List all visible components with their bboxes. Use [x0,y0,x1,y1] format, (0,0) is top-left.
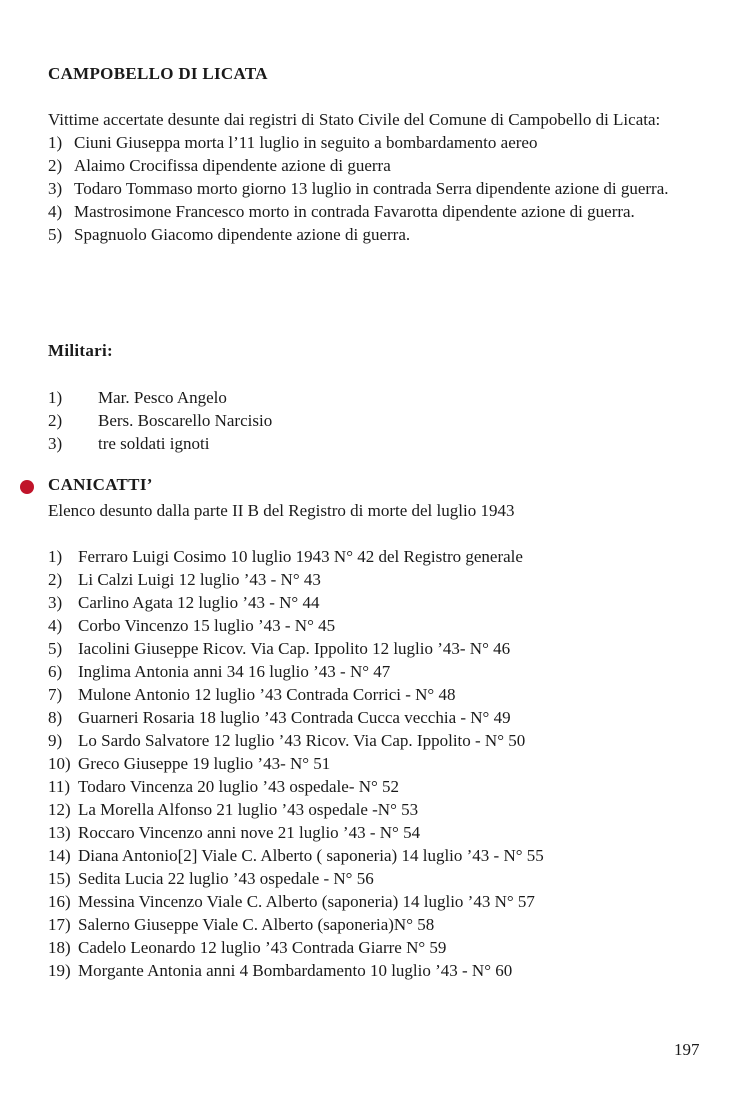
list-item: 1) Mar. Pesco Angelo [48,388,227,407]
list-item: 4) Corbo Vincenzo 15 luglio ’43 - N° 45 [48,616,336,635]
campobello-victims-list [48,131,704,246]
list-item: 15) Sedita Lucia 22 luglio ’43 ospedale - N° 56 [48,869,374,888]
list-item: 12) La Morella Alfonso 21 luglio ’43 ospedale -N° 53 [48,800,419,819]
list-item: 7) Mulone Antonio 12 luglio ’43 Contrada Corrici - N° 48 [48,685,456,704]
section-title-canicatti: CANICATTI’ [48,475,153,494]
list-item: 4) Mastrosimone Francesco morto in contrada Favarotta dipendente azione di guerra. [48,202,635,221]
list-item: 16) Messina Vincenzo Viale C. Alberto (saponeria) 14 luglio ’43 N° 57 [48,892,535,911]
list-item: 10) Greco Giuseppe 19 luglio ’43- N° 51 [48,754,331,773]
list-item: 5) Iacolini Giuseppe Ricov. Via Cap. Ippolito 12 luglio ’43- N° 46 [48,639,511,658]
list-item: 17) Salerno Giuseppe Viale C. Alberto (saponeria)N° 58 [48,915,435,934]
list-item: 9) Lo Sardo Salvatore 12 luglio ’43 Ricov. Via Cap. Ippolito - N° 50 [48,731,526,750]
list-item: 3) tre soldati ignoti [48,434,210,453]
list-item: 18) Cadelo Leonardo 12 luglio ’43 Contrada Giarre N° 59 [48,938,447,957]
section-title-campobello: CAMPOBELLO DI LICATA [48,64,268,83]
page-number: 197 [674,1040,700,1059]
list-item: 3) Todaro Tommaso morto giorno 13 luglio in contrada Serra dipendente azione di guerra. [48,179,669,198]
list-item: 1) Ciuni Giuseppa morta l’11 luglio in seguito a bombardamento aereo [48,133,538,152]
campobello-intro: Vittime accertate desunte dai registri di Stato Civile del Comune di Campobello di Licata: [48,110,661,129]
list-item: 14) Diana Antonio[2] Viale C. Alberto ( saponeria) 14 luglio ’43 - N° 55 [48,846,544,865]
canicatti-victims-list [48,545,544,982]
list-item: 5) Spagnuolo Giacomo dipendente azione di guerra. [48,225,411,244]
list-item: 2) Alaimo Crocifissa dipendente azione di guerra [48,156,391,175]
militari-heading: Militari: [48,341,114,360]
list-item: 6) Inglima Antonia anni 34 16 luglio ’43 - N° 47 [48,662,391,681]
militari-list [48,386,272,455]
list-item: 8) Guarneri Rosaria 18 luglio ’43 Contrada Cucca vecchia - N° 49 [48,708,511,727]
list-item: 2) Li Calzi Luigi 12 luglio ’43 - N° 43 [48,570,321,589]
campobello-intro-block [48,108,704,246]
list-item: 3) Carlino Agata 12 luglio ’43 - N° 44 [48,593,320,612]
list-item: 13) Roccaro Vincenzo anni nove 21 luglio ’43 - N° 54 [48,823,421,842]
list-item: 2) Bers. Boscarello Narcisio [48,411,273,430]
list-item: 1) Ferraro Luigi Cosimo 10 luglio 1943 N° 42 del Registro generale [48,547,523,566]
list-item: 19) Morgante Antonia anni 4 Bombardamento 10 luglio ’43 - N° 60 [48,961,513,980]
list-item: 11) Todaro Vincenza 20 luglio ’43 ospedale- N° 52 [48,777,400,796]
canicatti-subtitle: Elenco desunto dalla parte II B del Registro di morte del luglio 1943 [48,501,515,520]
red-bullet-marker [20,480,34,494]
